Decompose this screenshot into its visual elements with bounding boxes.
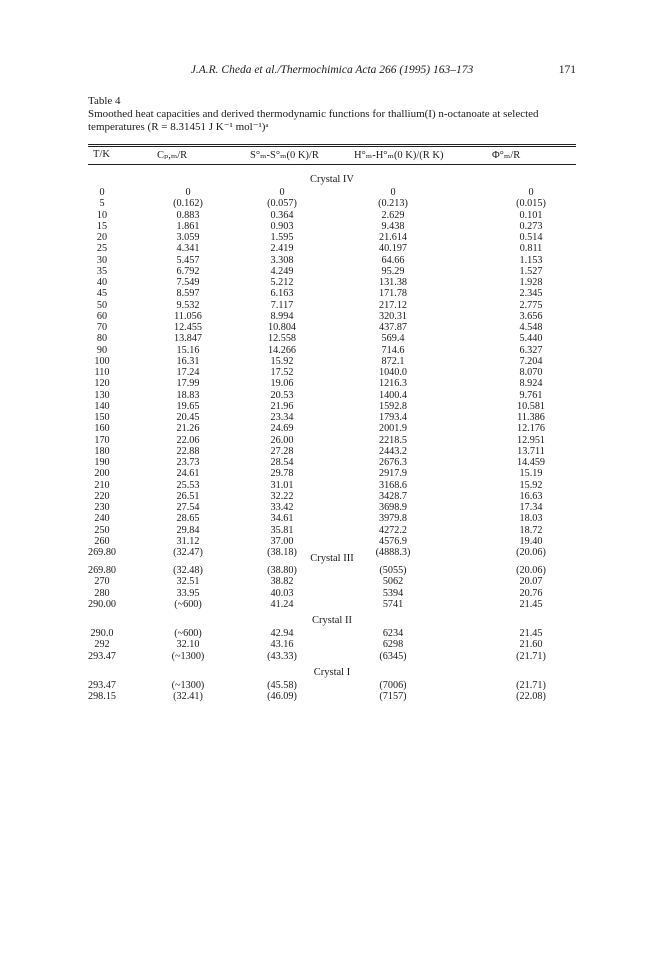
- table-cell: 0.883: [176, 209, 200, 221]
- table-cell: 2218.5: [378, 434, 407, 446]
- table-cell: (~600): [174, 598, 202, 610]
- table-cell: 6234: [382, 628, 404, 639]
- table-cell: 50: [96, 299, 108, 311]
- table-cell: 0.273: [519, 220, 543, 232]
- table-cell: 140: [94, 400, 110, 412]
- table-cell: 569.4: [381, 333, 405, 345]
- table-cell: 31.01: [270, 479, 294, 491]
- table-cell: 18.03: [519, 513, 543, 525]
- table-cell: 14.266: [267, 344, 296, 356]
- table-cell: (5055): [379, 565, 407, 576]
- table-cell: 15.92: [519, 479, 543, 491]
- table-cell: 1040.0: [378, 367, 407, 378]
- table-cell: 1.928: [519, 277, 543, 288]
- table-cell: 70: [96, 322, 108, 333]
- table-cell: 24.61: [176, 468, 200, 480]
- table-cell: 131.38: [378, 277, 407, 288]
- table-cell: 120: [94, 378, 110, 390]
- table-cell: 100: [94, 355, 110, 367]
- table-cell: 5.457: [176, 254, 200, 266]
- table-cell: 23.34: [270, 412, 294, 423]
- table-row: [88, 651, 576, 662]
- table-cell: 22.88: [176, 445, 200, 457]
- table-cell: 2.629: [381, 209, 405, 221]
- table-cell: 17.52: [270, 367, 294, 378]
- table-cell: 16.63: [519, 490, 543, 502]
- table-cell: 2443.2: [378, 445, 407, 457]
- table-cell: 160: [94, 423, 110, 435]
- table-row: [88, 639, 576, 650]
- table-cell: 33.95: [176, 587, 200, 599]
- table-cell: 110: [94, 367, 110, 378]
- table-cell: 27.28: [270, 445, 294, 457]
- table-cell: 8.597: [176, 288, 200, 300]
- caption-line-1: Smoothed heat capacities and derived thermodynamic functions for thallium(I) n-octanoate at selected: [88, 108, 539, 120]
- table-cell: 64.66: [381, 254, 405, 266]
- table-cell: (21.71): [516, 650, 546, 662]
- table-cell: 15.16: [176, 344, 200, 356]
- table-cell: (7157): [379, 691, 407, 703]
- table-cell: 5741: [382, 598, 404, 610]
- column-header-temperature: T/K: [93, 149, 110, 160]
- table-cell: 10: [96, 209, 108, 221]
- table-row: [88, 423, 576, 434]
- table-cell: (22.08): [516, 691, 546, 703]
- table-cell: 0: [390, 187, 396, 198]
- table-cell: (~600): [174, 628, 202, 639]
- table-cell: 1.527: [519, 265, 543, 277]
- table-cell: 0.101: [519, 209, 543, 221]
- table-row: [88, 300, 576, 311]
- table-row: [88, 502, 576, 513]
- table-cell: 4.548: [519, 322, 543, 333]
- table-row: [88, 599, 576, 610]
- table-cell: 2.345: [519, 288, 543, 300]
- table-cell: (7006): [379, 680, 407, 691]
- table-cell: 4576.9: [378, 535, 407, 547]
- table-cell: 5.212: [270, 277, 294, 288]
- table-cell: 6298: [382, 639, 404, 651]
- table-cell: 34.61: [270, 513, 294, 525]
- table-cell: 30: [96, 254, 108, 266]
- table-row: [88, 277, 576, 288]
- table-cell: 320.31: [378, 310, 407, 322]
- table-cell: 3428.7: [378, 490, 407, 502]
- table-cell: (~1300): [171, 680, 205, 691]
- running-header: [88, 64, 576, 80]
- table-cell: (20.06): [516, 565, 546, 576]
- section-title: Crystal II: [312, 615, 352, 626]
- table-cell: 20.45: [176, 412, 200, 423]
- table-cell: 20: [96, 232, 108, 243]
- top-rule-double: [88, 146, 576, 147]
- column-header-phi: Φ°ₘ/R: [492, 150, 521, 161]
- table-cell: 28.65: [176, 513, 200, 525]
- table-row: [88, 322, 576, 333]
- table-cell: 0.514: [519, 232, 543, 243]
- table-cell: 5394: [382, 587, 404, 599]
- top-rule: [88, 144, 576, 145]
- table-cell: 25: [96, 243, 108, 255]
- table-cell: 33.42: [270, 502, 294, 513]
- table-row: [88, 210, 576, 221]
- table-cell: 3.656: [519, 310, 543, 322]
- table-cell: 26.51: [176, 490, 200, 502]
- table-cell: 10.804: [267, 322, 296, 333]
- table-cell: 0: [99, 187, 105, 198]
- column-header-heat-capacity: Cₚ,ₘ/R: [157, 150, 188, 161]
- table-cell: 26.00: [270, 434, 294, 446]
- table-cell: 7.117: [270, 299, 294, 311]
- table-row: [88, 435, 576, 446]
- table-cell: 27.54: [176, 502, 200, 513]
- table-cell: 5: [99, 198, 105, 210]
- table-cell: 25.53: [176, 479, 200, 491]
- table-row: [88, 457, 576, 468]
- table-cell: 6.792: [176, 265, 200, 277]
- section-title: Crystal IV: [309, 174, 355, 185]
- table-cell: 3979.8: [378, 513, 407, 525]
- table-row: [88, 525, 576, 536]
- table-cell: 872.1: [381, 355, 405, 367]
- table-cell: 293.47: [87, 650, 116, 662]
- table-cell: 38.82: [270, 576, 294, 588]
- table-row: [88, 588, 576, 599]
- table-cell: 0.811: [519, 243, 543, 255]
- table-row: [88, 232, 576, 243]
- table-cell: (0.015): [516, 198, 546, 210]
- table-cell: 1216.3: [378, 378, 407, 390]
- table-cell: 18.83: [176, 389, 200, 401]
- table-cell: 230: [94, 502, 110, 513]
- table-cell: 217.12: [378, 299, 407, 311]
- table-row: [88, 255, 576, 266]
- table-cell: 40: [96, 277, 108, 288]
- table-cell: 4272.2: [378, 524, 407, 536]
- table-cell: (0.162): [173, 198, 203, 210]
- table-cell: 12.455: [173, 322, 202, 333]
- table-row: [88, 288, 576, 299]
- table-row: [88, 187, 576, 198]
- table-cell: 13.711: [517, 445, 545, 457]
- table-cell: 12.951: [516, 434, 545, 446]
- table-cell: 1.153: [519, 254, 543, 266]
- table-row: [88, 680, 576, 691]
- table-cell: (46.09): [267, 691, 297, 703]
- table-cell: 171.78: [378, 288, 407, 300]
- journal-citation: J.A.R. Cheda et al./Thermochimica Acta 266 (1995) 163–173: [190, 64, 474, 76]
- table-cell: (32.48): [173, 565, 203, 576]
- table-cell: 29.84: [176, 524, 200, 536]
- table-cell: 22.06: [176, 434, 200, 446]
- table-row: [88, 198, 576, 209]
- table-cell: 21.45: [519, 628, 543, 639]
- table-cell: 11.056: [174, 310, 202, 322]
- table-row: [88, 480, 576, 491]
- table-cell: 180: [94, 445, 110, 457]
- table-caption: [88, 95, 588, 134]
- table-row: [88, 446, 576, 457]
- table-cell: 32.51: [176, 576, 200, 588]
- table-row: [88, 221, 576, 232]
- table-cell: 19.06: [270, 378, 294, 390]
- table-cell: 269.80: [87, 547, 116, 558]
- table-row: [88, 565, 576, 576]
- table-cell: 293.47: [87, 680, 116, 691]
- table-cell: 1.595: [270, 232, 294, 243]
- table-cell: 17.99: [176, 378, 200, 390]
- table-label: Table 4: [88, 95, 121, 107]
- table-cell: 270: [94, 576, 110, 588]
- table-cell: 7.549: [176, 277, 200, 288]
- table-cell: 31.12: [176, 535, 200, 547]
- table-row: [88, 491, 576, 502]
- table-cell: 2676.3: [378, 457, 407, 468]
- table-cell: 0.903: [270, 220, 294, 232]
- table-cell: 60: [96, 310, 108, 322]
- table-cell: 43.16: [270, 639, 294, 651]
- table-cell: 210: [94, 479, 110, 491]
- table-cell: 0: [185, 187, 191, 198]
- table-cell: 714.6: [381, 344, 405, 356]
- table-row: [88, 576, 576, 587]
- table-cell: 14.459: [516, 457, 545, 468]
- table-cell: 15.92: [270, 355, 294, 367]
- table-cell: 24.69: [270, 423, 294, 435]
- table-cell: 1793.4: [378, 412, 407, 423]
- table-cell: 11.386: [517, 412, 545, 423]
- table-cell: 95.29: [381, 265, 405, 277]
- table-cell: 18.72: [519, 524, 543, 536]
- table-cell: 13.847: [173, 333, 202, 345]
- table-cell: 1.861: [176, 220, 200, 232]
- table-cell: 8.070: [519, 367, 543, 378]
- table-cell: 20.53: [270, 389, 294, 401]
- table-cell: 170: [94, 434, 110, 446]
- table-cell: 19.65: [176, 400, 200, 412]
- table-row: [88, 412, 576, 423]
- table-row: [88, 378, 576, 389]
- table-cell: 290.0: [90, 628, 114, 639]
- table-cell: (45.58): [267, 680, 297, 691]
- table-cell: (21.71): [516, 680, 546, 691]
- table-row: [88, 367, 576, 378]
- table-cell: 9.438: [381, 220, 405, 232]
- table-cell: 9.761: [519, 389, 543, 401]
- table-cell: 292: [94, 639, 110, 651]
- table-cell: 21.60: [519, 639, 543, 651]
- table-cell: 4.341: [176, 243, 200, 255]
- table-cell: 2.419: [270, 243, 294, 255]
- table-cell: 3.059: [176, 232, 200, 243]
- table-row: [88, 333, 576, 344]
- table-cell: 0.364: [270, 209, 294, 221]
- table-cell: 240: [94, 513, 110, 525]
- table-cell: 90: [96, 344, 108, 356]
- table-cell: 200: [94, 468, 110, 480]
- table-cell: 35: [96, 265, 108, 277]
- caption-line-2: temperatures (R = 8.31451 J K⁻¹ mol⁻¹)ᵃ: [88, 121, 269, 133]
- table-cell: (32.41): [173, 691, 203, 703]
- table-cell: 23.73: [176, 457, 200, 468]
- table-cell: 40.197: [378, 243, 407, 255]
- table-cell: 437.87: [378, 322, 407, 333]
- table-cell: 35.81: [270, 524, 294, 536]
- table-cell: (0.057): [267, 198, 297, 210]
- table-cell: 28.54: [270, 457, 294, 468]
- table-cell: 220: [94, 490, 110, 502]
- table-cell: 32.10: [176, 639, 200, 651]
- table-cell: 1400.4: [378, 389, 407, 401]
- table-cell: 6.327: [519, 344, 543, 356]
- table-cell: 6.163: [270, 288, 294, 300]
- table-cell: 250: [94, 524, 110, 536]
- table-cell: 21.26: [176, 423, 200, 435]
- table-row: [88, 628, 576, 639]
- table-cell: 0: [528, 187, 534, 198]
- table-cell: 9.532: [176, 299, 200, 311]
- table-cell: (~1300): [171, 650, 205, 662]
- table-cell: 2917.9: [378, 468, 407, 480]
- column-header-entropy: S°ₘ-S°ₘ(0 K)/R: [250, 150, 319, 161]
- table-cell: 21.96: [270, 400, 294, 412]
- table-cell: 41.24: [270, 598, 294, 610]
- section-title: Crystal III: [310, 553, 354, 564]
- table-cell: 20.07: [519, 576, 543, 588]
- table-cell: 298.15: [87, 691, 116, 703]
- table-cell: 17.34: [519, 502, 543, 513]
- table-row: [88, 243, 576, 254]
- table-cell: 8.924: [519, 378, 543, 390]
- table-cell: 2001.9: [378, 423, 407, 435]
- table-cell: (38.80): [267, 565, 297, 576]
- table-row: [88, 536, 576, 547]
- table-cell: 190: [94, 457, 110, 468]
- section-title: Crystal I: [313, 667, 351, 678]
- table-cell: 0: [279, 187, 285, 198]
- table-cell: (43.33): [267, 650, 297, 662]
- table-row: [88, 311, 576, 322]
- table-cell: 37.00: [270, 535, 294, 547]
- table-cell: 16.31: [176, 355, 200, 367]
- table-cell: 45: [96, 288, 108, 300]
- table-cell: 10.581: [516, 400, 545, 412]
- table-cell: 40.03: [270, 587, 294, 599]
- page-number: 171: [558, 64, 576, 76]
- table-cell: 21.45: [519, 598, 543, 610]
- table-row: [88, 468, 576, 479]
- table-row: [88, 266, 576, 277]
- table-cell: 1592.8: [378, 400, 407, 412]
- header-rule: [88, 164, 576, 165]
- table-cell: (20.06): [516, 547, 546, 558]
- table-cell: (0.213): [378, 198, 408, 210]
- table-cell: 150: [94, 412, 110, 423]
- table-cell: 4.249: [270, 265, 294, 277]
- table-cell: (4888.3): [375, 547, 411, 558]
- table-cell: 80: [96, 333, 108, 345]
- table-cell: 290.00: [87, 598, 116, 610]
- table-cell: 32.22: [270, 490, 294, 502]
- table-row: [88, 345, 576, 356]
- table-cell: 3698.9: [378, 502, 407, 513]
- table-cell: (6345): [379, 650, 407, 662]
- table-cell: 15.19: [519, 468, 543, 480]
- table-cell: 8.994: [270, 310, 294, 322]
- table-row: [88, 401, 576, 412]
- table-cell: 280: [94, 587, 110, 599]
- table-cell: 15: [96, 220, 108, 232]
- table-row: [88, 513, 576, 524]
- table-cell: 12.558: [267, 333, 296, 345]
- column-header-enthalpy: H°ₘ-H°ₘ(0 K)/(R K): [354, 150, 444, 161]
- table-cell: 42.94: [270, 628, 294, 639]
- table-cell: 12.176: [516, 423, 545, 435]
- table-cell: 7.204: [519, 355, 543, 367]
- table-cell: 130: [94, 389, 110, 401]
- table-cell: 2.775: [519, 299, 543, 311]
- table-cell: 3168.6: [378, 479, 407, 491]
- table-cell: 5.440: [519, 333, 543, 345]
- table-cell: 20.76: [519, 587, 543, 599]
- table-cell: 19.40: [519, 535, 543, 547]
- table-cell: 3.308: [270, 254, 294, 266]
- table-row: [88, 390, 576, 401]
- table-cell: 5062: [382, 576, 404, 588]
- table-cell: 29.78: [270, 468, 294, 480]
- table-row: [88, 356, 576, 367]
- table-cell: (32.47): [173, 547, 203, 558]
- table-cell: 21.614: [378, 232, 407, 243]
- table-cell: 260: [94, 535, 110, 547]
- table-cell: (38.18): [267, 547, 297, 558]
- table-cell: 269.80: [87, 565, 116, 576]
- table-cell: 17.24: [176, 367, 200, 378]
- table-row: [88, 691, 576, 702]
